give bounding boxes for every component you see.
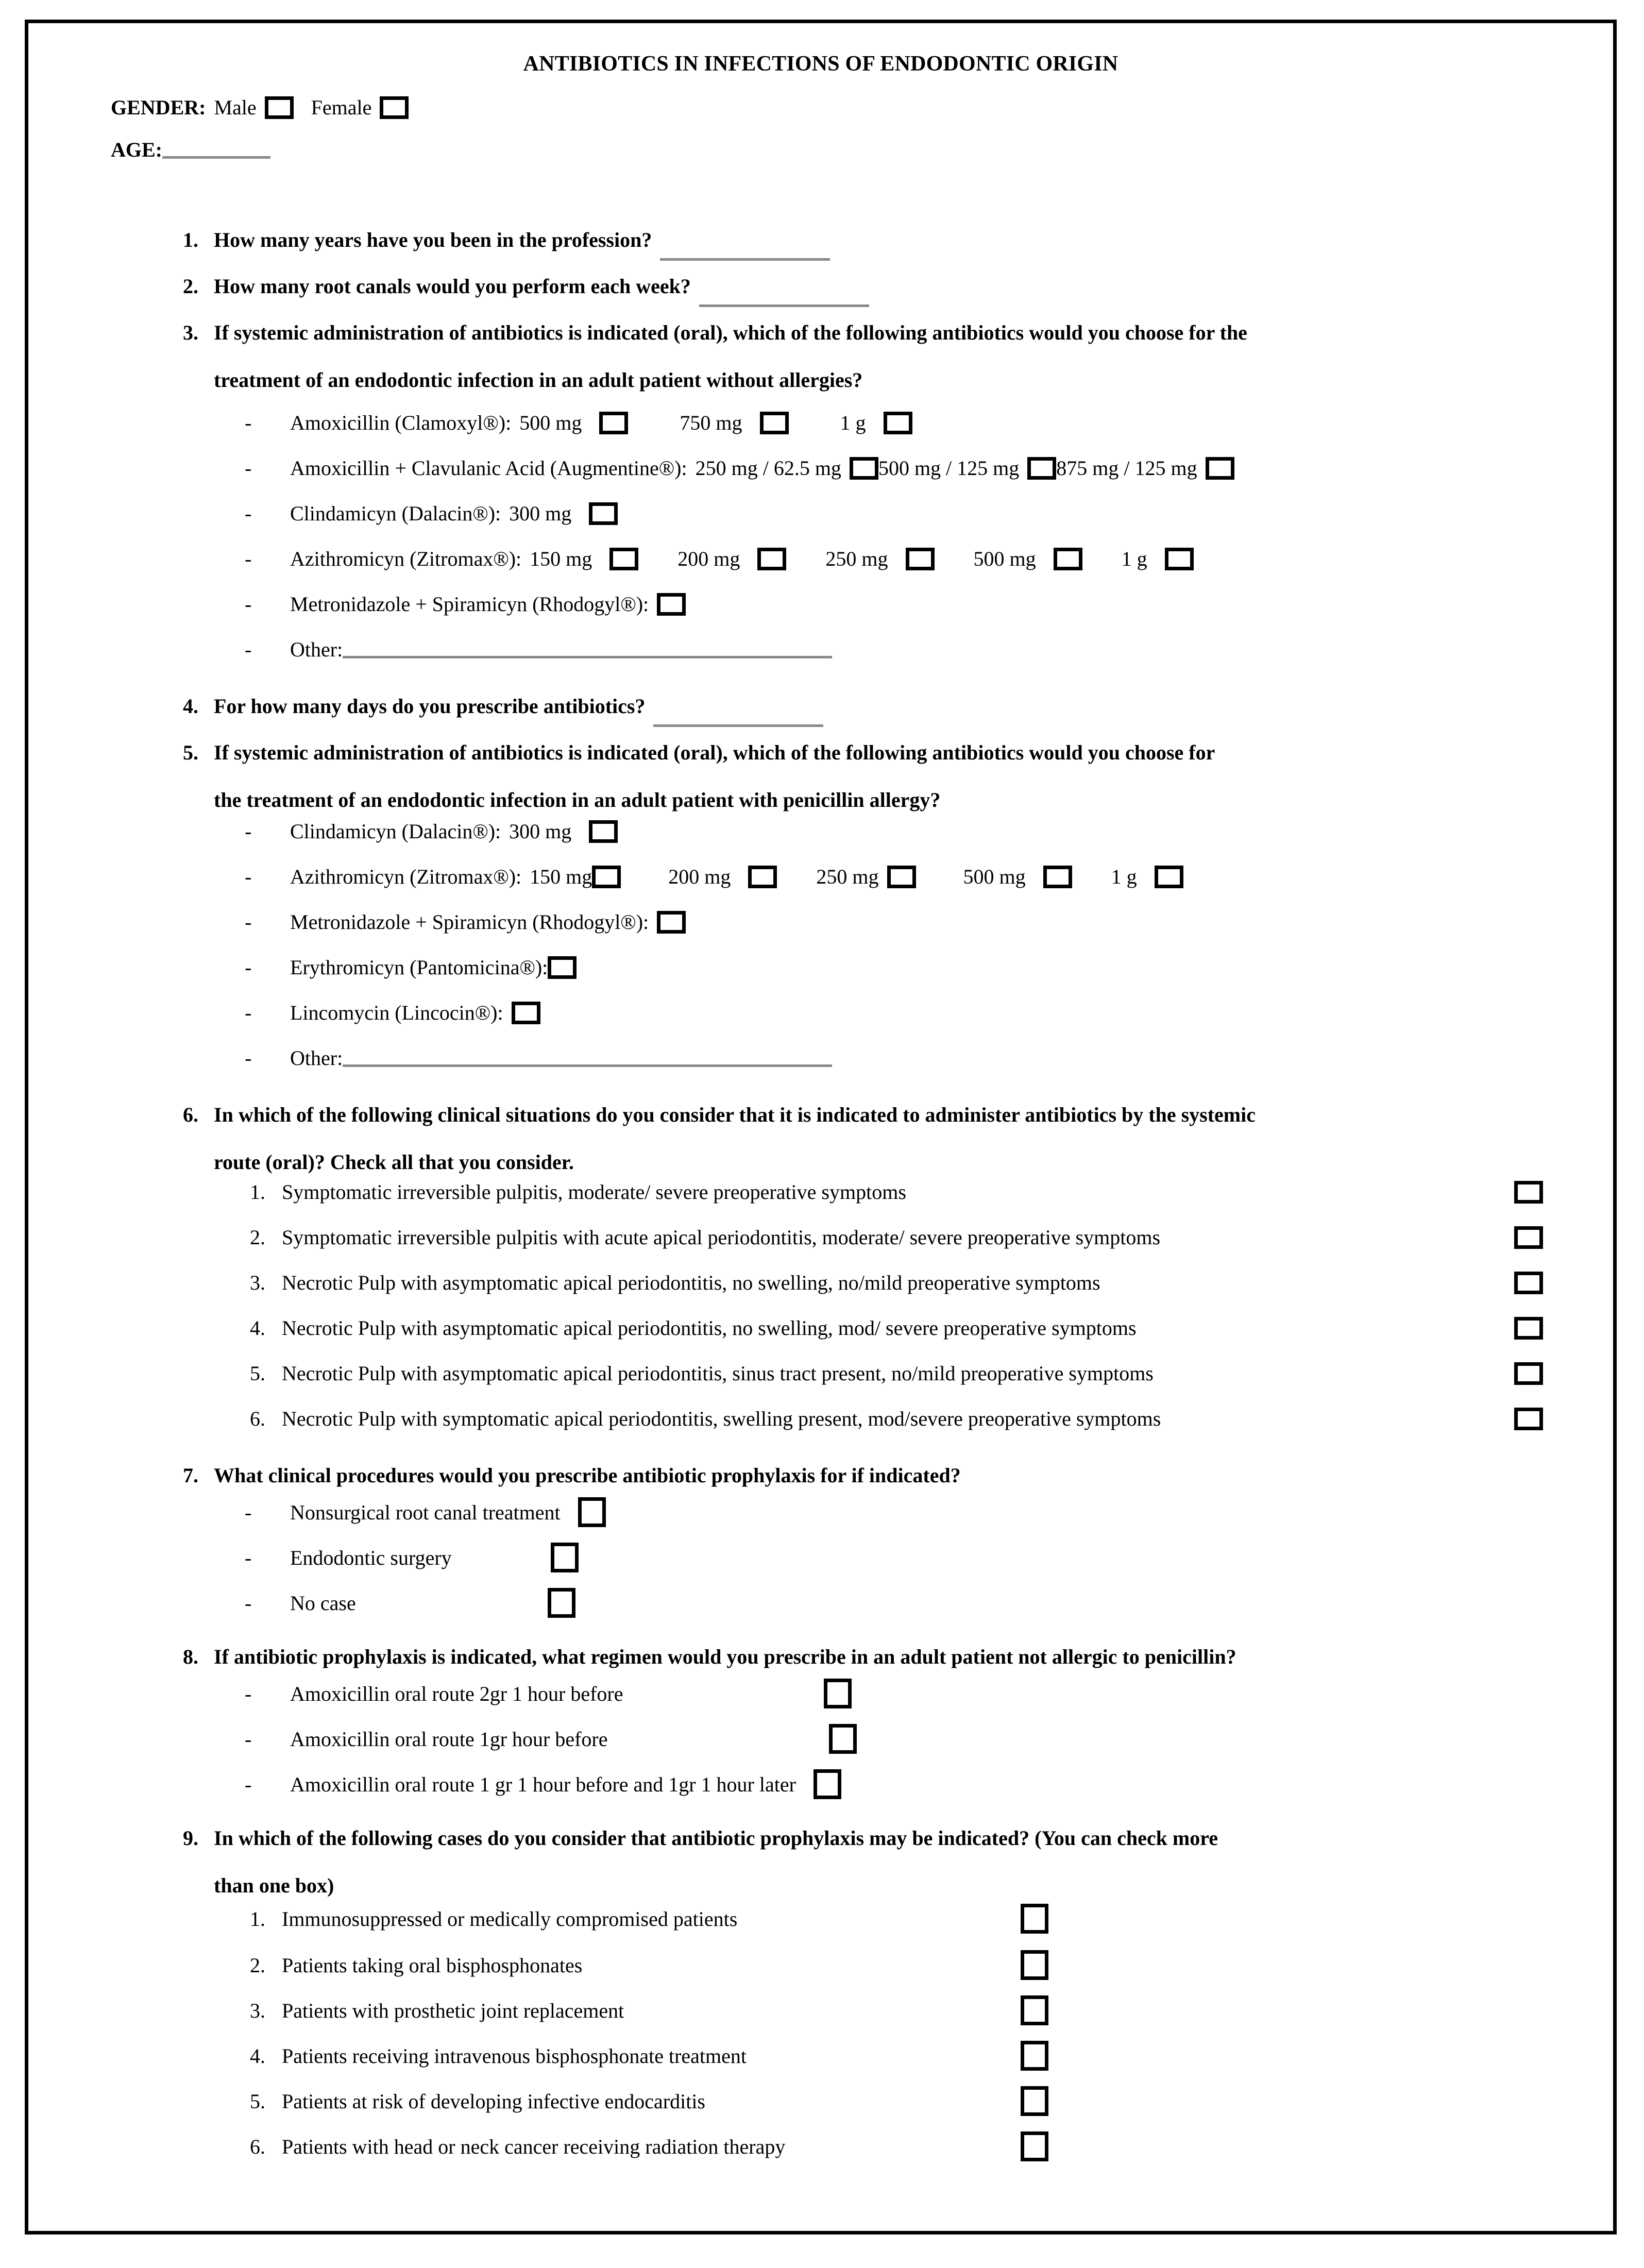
question-9-text-line2: than one box) (214, 1874, 334, 1897)
question-6 (183, 1091, 1584, 1186)
bullet-dash-icon: - (245, 865, 252, 888)
q7-endodontic-surgery-checkbox[interactable] (551, 1543, 579, 1572)
q6-item-5-checkbox[interactable] (1514, 1362, 1543, 1385)
q9-item-1-number: 1. (250, 1907, 265, 1931)
q6-item-5-number: 5. (250, 1362, 265, 1385)
question-1-text: How many years have you been in the profession? (214, 228, 652, 251)
q6-item-1 (250, 1180, 1543, 1204)
q6-item-4-number: 4. (250, 1316, 265, 1340)
q7-option-3 (245, 1588, 575, 1618)
q3-dose-label-4-5: 1 g (1121, 547, 1147, 570)
bullet-dash-icon: - (245, 456, 252, 480)
question-2-answer-blank[interactable] (699, 304, 869, 307)
q5-azithromicyn-500mg-checkbox[interactable] (1043, 866, 1072, 888)
q3-dose-label-4-4: 500 mg (973, 547, 1036, 570)
q5-azithromicyn-150mg-checkbox[interactable] (592, 866, 621, 888)
question-6-text-line2: route (oral)? Check all that you consider. (214, 1150, 574, 1174)
q8-amoxicillin-2gr-1h-before-checkbox[interactable] (824, 1679, 852, 1708)
question-5-number: 5. (183, 741, 198, 764)
question-7-number: 7. (183, 1464, 198, 1487)
bullet-dash-icon: - (245, 1546, 252, 1569)
q3-drug-label-2: Amoxicillin + Clavulanic Acid (Augmentine®): (290, 456, 687, 480)
q6-item-1-checkbox[interactable] (1514, 1181, 1543, 1204)
q9-item-3 (250, 1995, 1048, 2025)
q5-drug-label-5: Lincomycin (Lincocin®): (290, 1001, 503, 1024)
q3-dose-label-2-1: 250 mg / 62.5 mg (695, 456, 841, 480)
q9-item-4-number: 4. (250, 2044, 265, 2068)
question-1-number: 1. (183, 228, 198, 251)
q3-option-metronidazole (245, 592, 686, 616)
q3-azithromicyn-500mg-checkbox[interactable] (1054, 548, 1082, 570)
questionnaire-page-border (25, 20, 1617, 2235)
gender-field-group (111, 95, 409, 120)
question-8 (183, 1633, 1605, 1681)
question-2-number: 2. (183, 275, 198, 298)
q7-option-1-label: Nonsurgical root canal treatment (290, 1500, 561, 1524)
q3-azithromicyn-150mg-checkbox[interactable] (609, 548, 638, 570)
question-1-answer-blank[interactable] (660, 258, 830, 261)
q5-drug-label-4: Erythromicyn (Pantomicina®): (290, 956, 548, 979)
q9-item-6-label: Patients with head or neck cancer receiving radiation therapy (282, 2135, 786, 2158)
q3-dose-label-3-1: 300 mg (509, 502, 572, 525)
page-title: ANTIBIOTICS IN INFECTIONS OF ENDODONTIC ORIGIN (523, 52, 1118, 76)
q5-erythromicyn-checkbox[interactable] (548, 956, 577, 979)
q5-lincomycin-checkbox[interactable] (512, 1002, 540, 1024)
q3-option-clindamicyn (245, 501, 618, 526)
question-8-text-line1: If antibiotic prophylaxis is indicated, what regimen would you prescribe in an adult patient not allergic to penicillin? (214, 1645, 1236, 1668)
q8-option-3 (245, 1769, 841, 1799)
question-7-text-line1: What clinical procedures would you prescribe antibiotic prophylaxis for if indicated? (214, 1464, 961, 1487)
question-6-text-line1: In which of the following clinical situations do you consider that it is indicated to administer antibiotics by the systemic (214, 1103, 1256, 1126)
q5-other-label: Other: (290, 1046, 343, 1070)
q9-item-2-label: Patients taking oral bisphosphonates (282, 1953, 583, 1977)
q9-item-5 (250, 2086, 1048, 2116)
q9-item-4 (250, 2041, 1048, 2071)
q9-item-5-number: 5. (250, 2089, 265, 2113)
question-3 (183, 309, 1584, 404)
q6-item-1-number: 1. (250, 1180, 265, 1204)
q9-item-2-checkbox[interactable] (1021, 1950, 1048, 1980)
q3-drug-label-1: Amoxicillin (Clamoxyl®): (290, 411, 512, 434)
q9-item-3-checkbox[interactable] (1021, 1995, 1048, 2025)
question-9 (183, 1815, 1584, 1909)
q7-no-case-checkbox[interactable] (548, 1588, 575, 1618)
q3-option-azithromicyn (245, 547, 1194, 571)
q9-item-3-number: 3. (250, 1999, 265, 2022)
q5-drug-label-1: Clindamicyn (Dalacin®): (290, 820, 501, 843)
bullet-dash-icon: - (245, 910, 252, 934)
q3-drug-label-4: Azithromicyn (Zitromax®): (290, 547, 522, 570)
q3-option-other (245, 637, 832, 662)
question-4-number: 4. (183, 695, 198, 718)
question-5 (183, 729, 1584, 824)
q3-metronidazole-checkbox[interactable] (657, 593, 686, 616)
bullet-dash-icon: - (245, 1591, 252, 1615)
q3-clindamicyn-300mg-checkbox[interactable] (589, 502, 618, 525)
q3-dose-label-1-1: 500 mg (519, 411, 582, 434)
q5-option-erythromicyn (245, 955, 577, 979)
bullet-dash-icon: - (245, 1727, 252, 1751)
q6-item-6-number: 6. (250, 1407, 265, 1430)
q9-item-1-checkbox[interactable] (1021, 1904, 1048, 1934)
q9-item-5-checkbox[interactable] (1021, 2086, 1048, 2116)
q3-dose-label-4-1: 150 mg (530, 547, 592, 570)
q6-item-2-label: Symptomatic irreversible pulpitis with acute apical periodontitis, moderate/ severe preoperative symptoms (282, 1226, 1161, 1249)
q3-dose-label-2-3: 875 mg / 125 mg (1056, 456, 1197, 480)
q3-drug-label-3: Clindamicyn (Dalacin®): (290, 502, 501, 525)
question-4 (183, 683, 823, 730)
bullet-dash-icon: - (245, 1500, 252, 1524)
q6-item-6-label: Necrotic Pulp with symptomatic apical periodontitis, swelling present, mod/severe preoperative symptoms (282, 1407, 1161, 1430)
q5-dose-label-2-1: 150 mg (530, 865, 592, 888)
q9-item-2 (250, 1950, 1048, 1980)
q8-option-1 (245, 1679, 852, 1708)
q7-option-2 (245, 1543, 579, 1572)
q5-dose-label-2-4: 500 mg (963, 865, 1026, 888)
q6-item-3-checkbox[interactable] (1514, 1272, 1543, 1294)
q6-item-2 (250, 1225, 1543, 1249)
question-2-text: How many root canals would you perform each week? (214, 275, 691, 298)
q9-item-2-number: 2. (250, 1953, 265, 1977)
q8-amoxicillin-1gr-hour-before-checkbox[interactable] (829, 1724, 857, 1754)
q6-item-5-label: Necrotic Pulp with asymptomatic apical periodontitis, sinus tract present, no/mild preoperative symptoms (282, 1362, 1154, 1385)
question-3-text-line2: treatment of an endodontic infection in an adult patient without allergies? (214, 368, 863, 392)
q3-dose-label-4-3: 250 mg (825, 547, 888, 570)
question-5-text-line1: If systemic administration of antibiotics is indicated (oral), which of the following antibiotics would you choose for (214, 741, 1215, 764)
q5-option-clindamicyn (245, 819, 618, 843)
q9-item-3-label: Patients with prosthetic joint replacement (282, 1999, 624, 2022)
question-4-text: For how many days do you prescribe antibiotics? (214, 695, 646, 718)
q3-option-amox-clav (245, 456, 1234, 480)
question-5-text-line2: the treatment of an endodontic infection in an adult patient with penicillin allergy? (214, 788, 941, 811)
q5-option-lincomycin (245, 1001, 540, 1025)
question-4-answer-blank[interactable] (653, 724, 823, 727)
q6-item-3 (250, 1271, 1543, 1295)
gender-female-checkbox[interactable] (380, 96, 409, 119)
q5-option-other (245, 1046, 832, 1070)
q7-option-3-label: No case (290, 1591, 356, 1615)
q7-option-2-label: Endodontic surgery (290, 1546, 452, 1569)
q6-item-2-checkbox[interactable] (1514, 1226, 1543, 1249)
q7-option-1 (245, 1497, 606, 1527)
question-9-text-line1: In which of the following cases do you consider that antibiotic prophylaxis may be indicated? (You can check more (214, 1826, 1218, 1850)
bullet-dash-icon: - (245, 1001, 252, 1024)
q5-azithromicyn-200mg-checkbox[interactable] (748, 866, 777, 888)
q3-other-label: Other: (290, 638, 343, 661)
question-9-number: 9. (183, 1826, 198, 1850)
q5-azithromicyn-250mg-checkbox[interactable] (887, 866, 916, 888)
q5-dose-label-1-1: 300 mg (509, 820, 572, 843)
q7-nonsurgical-root-canal-checkbox[interactable] (578, 1497, 606, 1527)
bullet-dash-icon: - (245, 638, 252, 661)
q3-azithromicyn-1g-checkbox[interactable] (1165, 548, 1194, 570)
q9-item-5-label: Patients at risk of developing infective endocarditis (282, 2089, 705, 2113)
age-field-group (111, 138, 270, 162)
q3-option-amoxicillin (245, 411, 912, 435)
q6-item-2-number: 2. (250, 1226, 265, 1249)
q3-amoxicillin-500mg-checkbox[interactable] (599, 412, 628, 434)
question-8-number: 8. (183, 1645, 198, 1668)
q9-item-1-label: Immunosuppressed or medically compromised patients (282, 1907, 738, 1931)
q9-item-1 (250, 1904, 1048, 1934)
question-3-number: 3. (183, 321, 198, 344)
gender-label: GENDER: (111, 96, 206, 119)
q6-item-6 (250, 1407, 1543, 1431)
bullet-dash-icon: - (245, 1682, 252, 1705)
q9-item-6-number: 6. (250, 2135, 265, 2158)
bullet-dash-icon: - (245, 547, 252, 570)
male-label: Male (214, 96, 257, 119)
bullet-dash-icon: - (245, 593, 252, 616)
q5-drug-label-3: Metronidazole + Spiramicyn (Rhodogyl®): (290, 910, 649, 934)
q5-option-azithromicyn (245, 865, 1183, 889)
q8-option-1-label: Amoxicillin oral route 2gr 1 hour before (290, 1682, 623, 1705)
q5-other-input-blank[interactable] (343, 1064, 832, 1067)
q6-item-3-number: 3. (250, 1271, 265, 1294)
q3-azithromicyn-250mg-checkbox[interactable] (906, 548, 935, 570)
q9-item-4-label: Patients receiving intravenous bisphosphonate treatment (282, 2044, 747, 2068)
q3-amoxclav-875-125-checkbox[interactable] (1206, 457, 1234, 480)
q3-drug-label-5: Metronidazole + Spiramicyn (Rhodogyl®): (290, 593, 649, 616)
bullet-dash-icon: - (245, 820, 252, 843)
q5-dose-label-2-2: 200 mg (668, 865, 731, 888)
q5-option-metronidazole (245, 910, 686, 934)
question-6-number: 6. (183, 1103, 198, 1126)
bullet-dash-icon: - (245, 411, 252, 434)
q5-drug-label-2: Azithromicyn (Zitromax®): (290, 865, 522, 888)
q6-item-1-label: Symptomatic irreversible pulpitis, moderate/ severe preoperative symptoms (282, 1180, 906, 1204)
q9-item-6 (250, 2131, 1048, 2161)
q3-dose-label-4-2: 200 mg (677, 547, 740, 570)
q3-amoxicillin-750mg-checkbox[interactable] (760, 412, 789, 434)
q6-item-4-checkbox[interactable] (1514, 1317, 1543, 1340)
question-1 (183, 216, 830, 264)
bullet-dash-icon: - (245, 956, 252, 979)
q6-item-6-checkbox[interactable] (1514, 1408, 1543, 1430)
q3-dose-label-1-3: 1 g (840, 411, 866, 434)
q5-metronidazole-checkbox[interactable] (657, 911, 686, 934)
bullet-dash-icon: - (245, 502, 252, 525)
question-3-text-line1: If systemic administration of antibiotics is indicated (oral), which of the following antibiotics would you choose for the (214, 321, 1247, 344)
q5-clindamicyn-300mg-checkbox[interactable] (589, 820, 618, 843)
q9-item-6-checkbox[interactable] (1021, 2131, 1048, 2161)
bullet-dash-icon: - (245, 1046, 252, 1070)
question-2 (183, 263, 869, 310)
q3-other-input-blank[interactable] (343, 655, 832, 658)
q3-amoxicillin-1g-checkbox[interactable] (884, 412, 912, 434)
age-input-blank[interactable] (162, 156, 270, 159)
q3-dose-label-1-2: 750 mg (680, 411, 742, 434)
q9-item-4-checkbox[interactable] (1021, 2041, 1048, 2071)
q6-item-4 (250, 1316, 1543, 1340)
female-label: Female (311, 96, 372, 119)
q6-item-4-label: Necrotic Pulp with asymptomatic apical periodontitis, no swelling, mod/ severe preoperative symptoms (282, 1316, 1137, 1340)
q6-item-5 (250, 1361, 1543, 1385)
q3-amoxclav-500-125-checkbox[interactable] (1027, 457, 1056, 480)
q3-amoxclav-250-62-checkbox[interactable] (850, 457, 878, 480)
question-7 (183, 1452, 1584, 1499)
q8-option-3-label: Amoxicillin oral route 1 gr 1 hour before and 1gr 1 hour later (290, 1772, 796, 1796)
q5-dose-label-2-5: 1 g (1111, 865, 1137, 888)
q6-item-3-label: Necrotic Pulp with asymptomatic apical periodontitis, no swelling, no/mild preoperative symptoms (282, 1271, 1100, 1294)
q3-azithromicyn-200mg-checkbox[interactable] (757, 548, 786, 570)
q5-azithromicyn-1g-checkbox[interactable] (1155, 866, 1183, 888)
gender-male-checkbox[interactable] (265, 96, 294, 119)
q8-option-2 (245, 1724, 857, 1754)
bullet-dash-icon: - (245, 1772, 252, 1796)
q8-amoxicillin-1gr-before-and-after-checkbox[interactable] (813, 1769, 841, 1799)
age-label: AGE: (111, 138, 162, 161)
q5-dose-label-2-3: 250 mg (816, 865, 879, 888)
q8-option-2-label: Amoxicillin oral route 1gr hour before (290, 1727, 608, 1751)
q3-dose-label-2-2: 500 mg / 125 mg (878, 456, 1020, 480)
